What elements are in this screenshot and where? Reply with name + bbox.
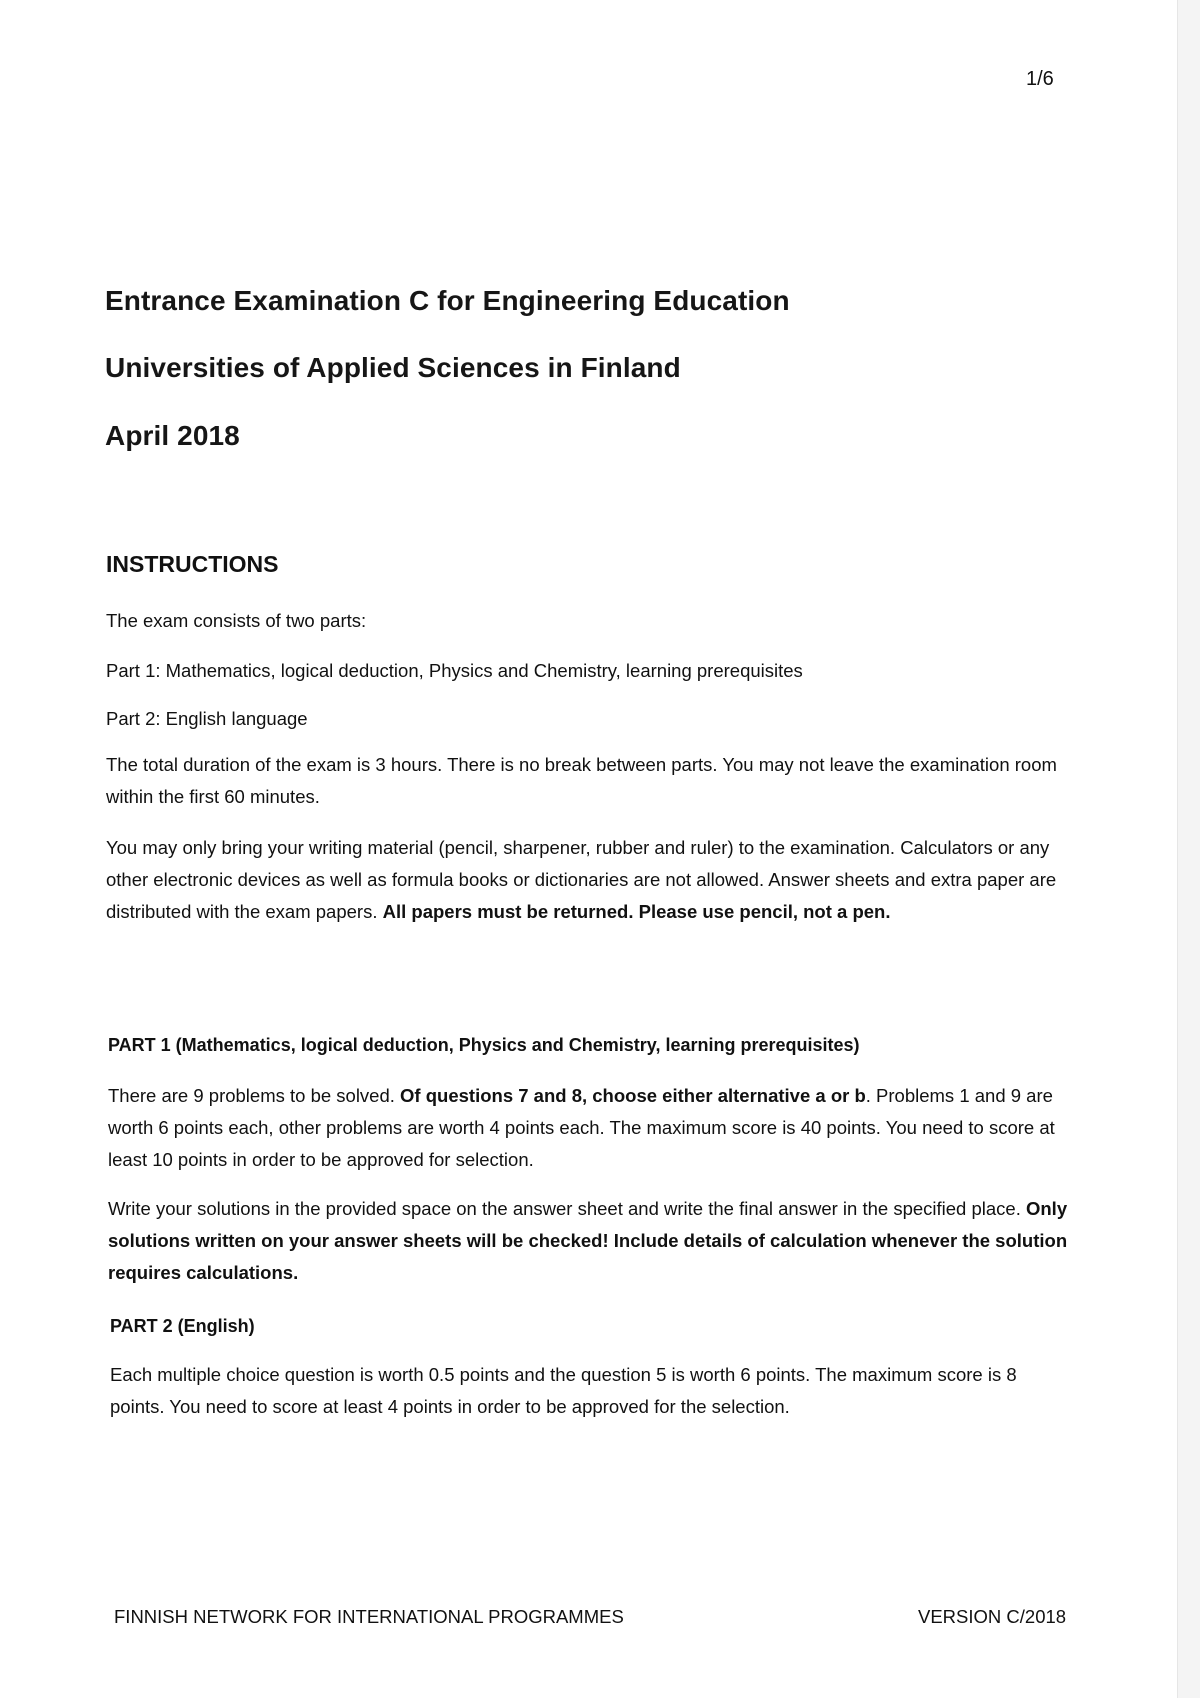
footer-organization: FINNISH NETWORK FOR INTERNATIONAL PROGRAMMES bbox=[114, 1606, 624, 1627]
page-number: 1/6 bbox=[1026, 68, 1054, 90]
instructions-heading: INSTRUCTIONS bbox=[106, 551, 279, 577]
materials-text: You may only bring your writing material (pencil, sharpener, rubber and ruler) to the examination. Calculators or any other electronic devices as well as formula books or dictionaries are not allowed. Answer sheets and extra paper are distributed with the exam papers. bbox=[106, 837, 1057, 922]
part2-scoring: Each multiple choice question is worth 0.5 points and the question 5 is worth 6 points. The maximum score is 8 points. You need to score at least 4 points in order to be approved for the selection. bbox=[110, 1364, 1017, 1417]
part1-solutions-a: Write your solutions in the provided space on the answer sheet and write the final answer in the specified place. bbox=[108, 1198, 1026, 1219]
instructions-duration: The total duration of the exam is 3 hours. There is no break between parts. You may not leave the examination room within the first 60 minutes. bbox=[106, 754, 1057, 807]
part2-heading: PART 2 (English) bbox=[110, 1316, 255, 1336]
institution-title: Universities of Applied Sciences in Finland bbox=[105, 352, 681, 383]
part1-solutions-warning: Only solutions written on your answer sheets will be checked! Include details of calculation whenever the solution requires calculations. bbox=[108, 1198, 1068, 1283]
footer-version: VERSION C/2018 bbox=[918, 1606, 1067, 1627]
instructions-part1-line: Part 1: Mathematics, logical deduction, Physics and Chemistry, learning prerequisites bbox=[106, 660, 803, 681]
exam-title: Entrance Examination C for Engineering Education bbox=[105, 285, 790, 316]
instructions-materials bbox=[106, 832, 1066, 928]
part1-scoring-c: . Problems 1 and 9 are worth 6 points each, other problems are worth 4 points each. The maximum score is 40 points. You need to score at least 10 points in order to be approved for selection. bbox=[108, 1085, 1055, 1170]
part1-scoring-choice: Of questions 7 and 8, choose either alternative a or b bbox=[400, 1085, 866, 1106]
exam-date: April 2018 bbox=[105, 420, 240, 451]
scan-edge bbox=[1177, 0, 1200, 1698]
instructions-intro: The exam consists of two parts: bbox=[106, 610, 367, 631]
part1-solutions bbox=[108, 1193, 1068, 1289]
materials-warning: All papers must be returned. Please use pencil, not a pen. bbox=[382, 901, 891, 922]
part1-scoring-a: There are 9 problems to be solved. bbox=[108, 1085, 401, 1106]
part1-scoring bbox=[108, 1080, 1068, 1176]
part1-heading: PART 1 (Mathematics, logical deduction, Physics and Chemistry, learning prerequisites) bbox=[108, 1035, 860, 1055]
instructions-part2-line: Part 2: English language bbox=[106, 708, 308, 729]
